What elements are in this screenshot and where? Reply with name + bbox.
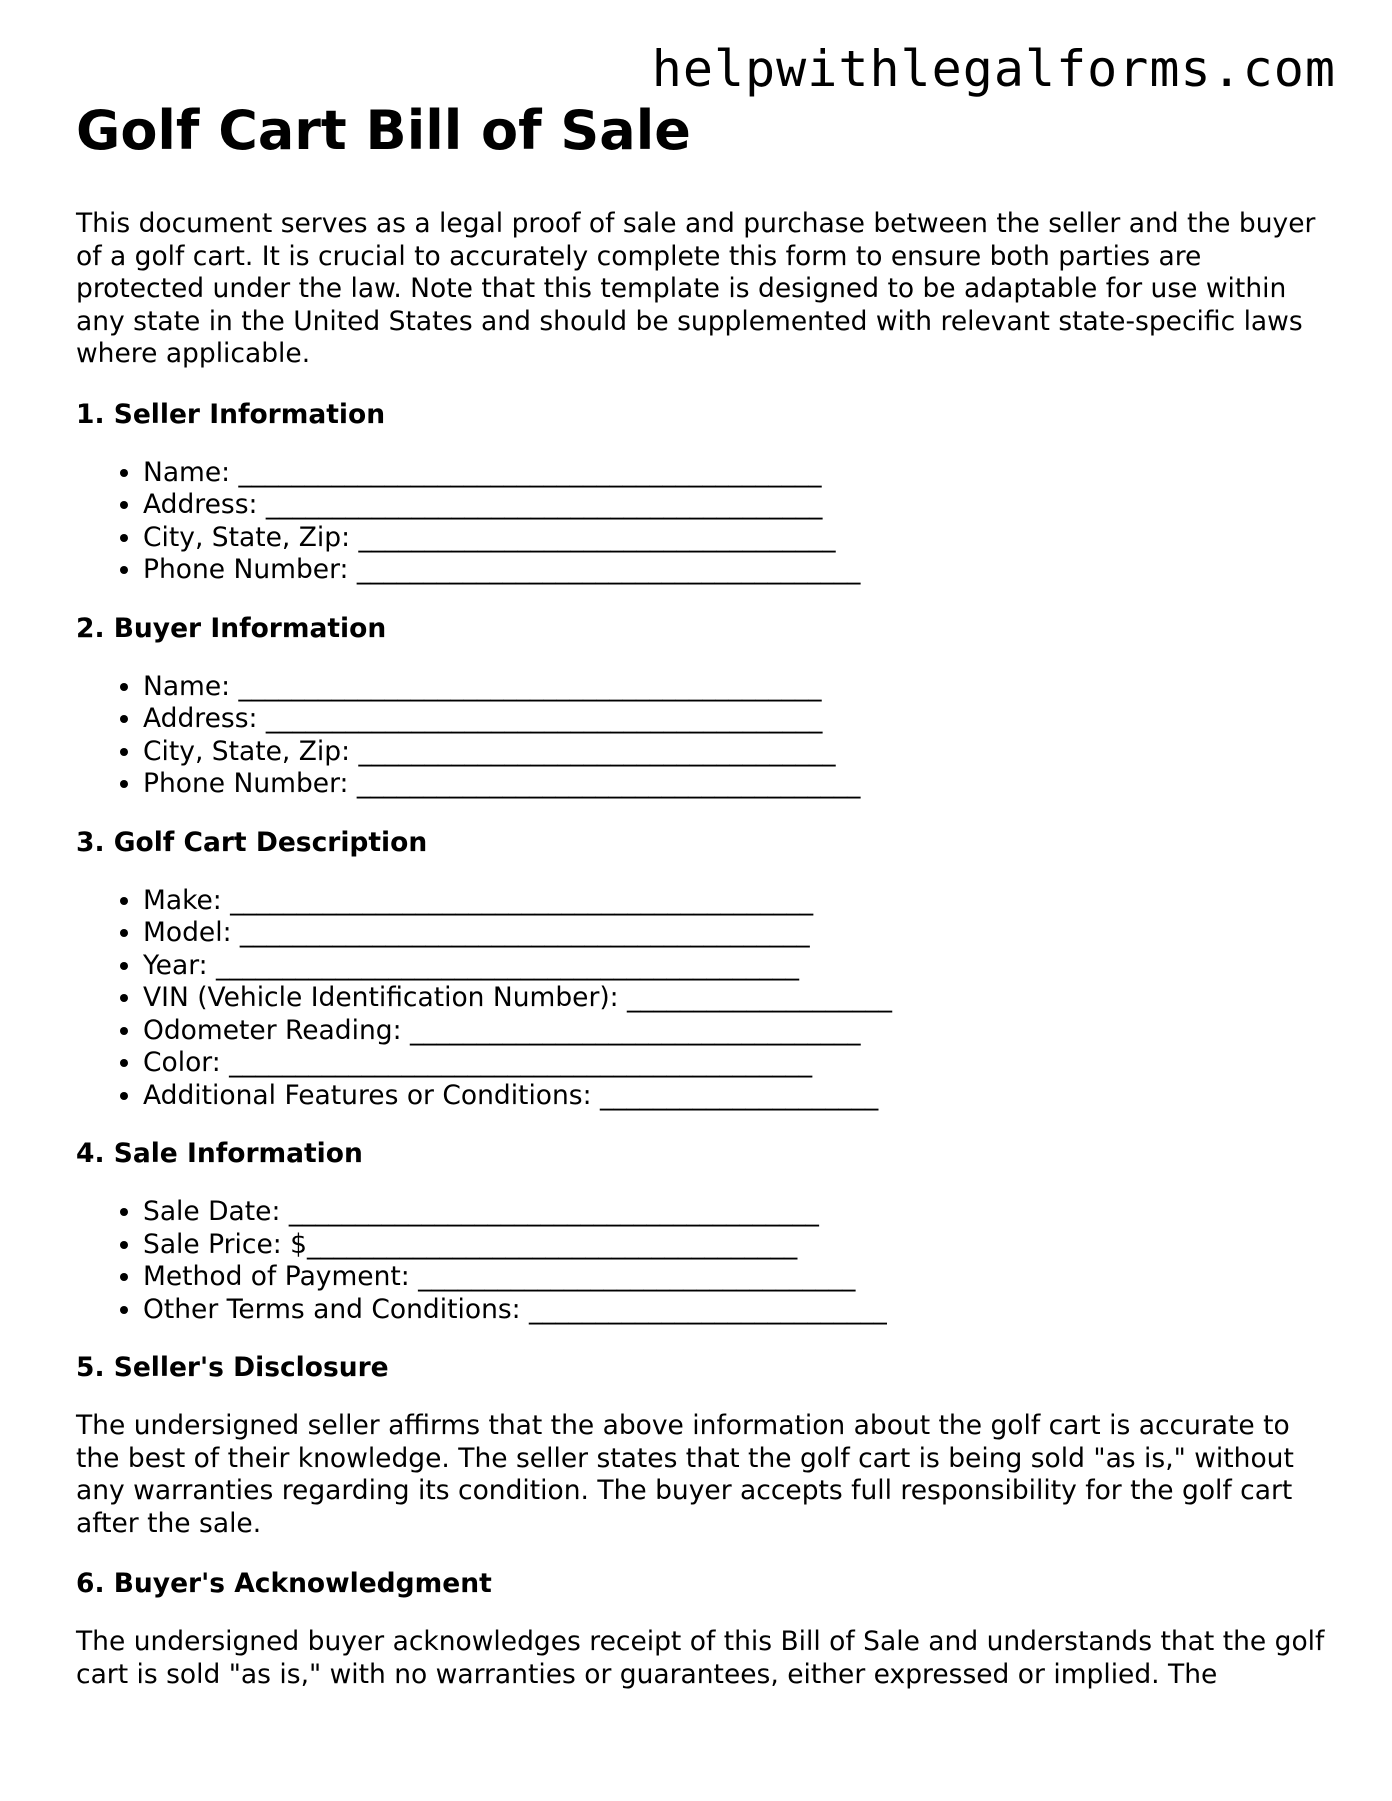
- sale-information-section: [76, 1138, 1336, 1326]
- buyer-phone-field: • Phone Number: ______________________________________: [143, 768, 1336, 801]
- buyer-information-section: [76, 613, 1336, 801]
- cart-year-field: • Year: ____________________________________________: [143, 950, 1336, 983]
- cart-make-field: • Make: ____________________________________________: [143, 885, 1336, 918]
- cart-color-field: • Color: ____________________________________________: [143, 1047, 1336, 1080]
- sale-date-field: • Sale Date: ________________________________________: [143, 1196, 1336, 1229]
- seller-city-state-zip-field: • City, State, Zip: ____________________________________: [143, 522, 1336, 555]
- buyer-acknowledgment-section: [76, 1568, 1336, 1691]
- acknowledgment-paragraph: The undersigned buyer acknowledges receipt of this Bill of Sale and understands that the golf cart is sold "as is," with no warranties or guarantees, either expressed or implied. The: [76, 1626, 1325, 1690]
- disclosure-paragraph: The undersigned seller affirms that the above information about the golf cart is accurate to the best of their knowledge. The seller states that the golf cart is being sold "as is," without any warranties regarding its condition. The buyer accepts full responsibility for the golf cart after the sale.: [76, 1410, 1294, 1539]
- document-page: [76, 96, 1336, 1719]
- sale-price-field: • Sale Price: $_____________________________________: [143, 1229, 1336, 1262]
- other-terms-field: • Other Terms and Conditions: ___________________________: [143, 1294, 1336, 1327]
- cart-field-list: [76, 885, 1336, 1113]
- document-title: Golf Cart Bill of Sale: [76, 99, 691, 162]
- seller-disclosure-section: [76, 1352, 1336, 1540]
- section-heading: 4. Sale Information: [76, 1138, 363, 1169]
- seller-phone-field: • Phone Number: ______________________________________: [143, 554, 1336, 587]
- section-heading: 2. Buyer Information: [76, 612, 387, 644]
- cart-model-field: • Model: ___________________________________________: [143, 917, 1336, 950]
- buyer-city-state-zip-field: • City, State, Zip: ____________________________________: [143, 736, 1336, 769]
- intro-paragraph: This document serves as a legal proof of sale and purchase between the seller and the buyer of a golf cart. It is crucial to accurately complete this form to ensure both parties are protected under the law. Note that this template is designed to be adaptable for use within any state in the United States and should be supplemented with relevant state-specific laws where applicable.: [76, 208, 1316, 369]
- sale-field-list: [76, 1196, 1336, 1326]
- section-heading: 5. Seller's Disclosure: [76, 1352, 389, 1383]
- seller-address-field: • Address: __________________________________________: [143, 489, 1336, 522]
- seller-name-field: • Name: ____________________________________________: [143, 457, 1336, 490]
- cart-vin-field: • VIN (Vehicle Identification Number): ____________________: [143, 982, 1336, 1015]
- payment-method-field: • Method of Payment: _________________________________: [143, 1261, 1336, 1294]
- buyer-name-field: • Name: ____________________________________________: [143, 671, 1336, 704]
- cart-odometer-field: • Odometer Reading: __________________________________: [143, 1015, 1336, 1048]
- cart-additional-features-field: • Additional Features or Conditions: _____________________: [143, 1080, 1336, 1113]
- section-heading: 1. Seller Information: [76, 398, 386, 430]
- seller-field-list: [76, 457, 1336, 587]
- buyer-address-field: • Address: __________________________________________: [143, 703, 1336, 736]
- section-heading: 6. Buyer's Acknowledgment: [76, 1568, 492, 1599]
- site-watermark: helpwithlegalforms.com: [651, 40, 1336, 98]
- section-heading: 3. Golf Cart Description: [76, 826, 428, 858]
- golf-cart-description-section: [76, 827, 1336, 1113]
- buyer-field-list: [76, 671, 1336, 801]
- seller-information-section: [76, 399, 1336, 587]
